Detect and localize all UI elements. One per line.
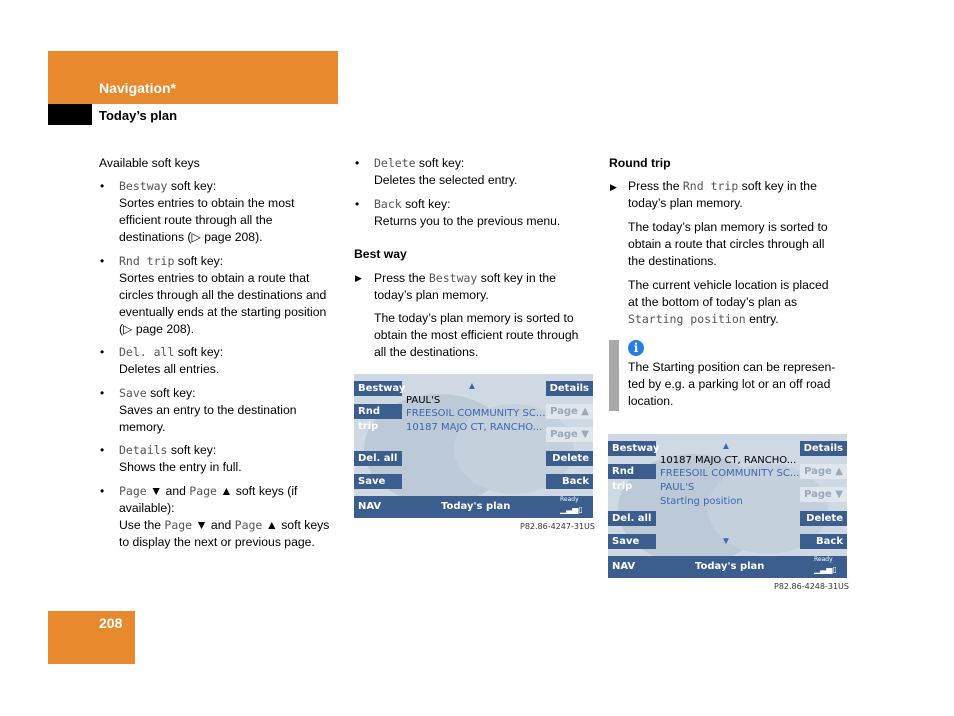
black-tab (48, 104, 92, 125)
status-title: Today's plan (695, 561, 765, 572)
softkeys-intro: Available soft keys (99, 156, 200, 170)
scroll-down-icon: ▼ (721, 536, 731, 547)
softkey-name: Page (119, 484, 147, 498)
result-text: the destinations. (628, 254, 717, 268)
softkey-rnd-trip[interactable]: Rnd trip (608, 464, 656, 479)
bullet: • (100, 386, 105, 400)
result-text: all the destinations. (374, 345, 479, 359)
softkey-name: Bestway (119, 179, 168, 193)
item-text: available): (119, 501, 175, 515)
softkey-name: Rnd trip (119, 254, 175, 268)
softkey-back[interactable]: Back (546, 474, 593, 489)
subsection-title: Today’s plan (99, 108, 178, 123)
round-trip-heading: Round trip (609, 156, 671, 170)
item-desc: memory. (119, 420, 166, 434)
bullet: • (100, 179, 105, 193)
info-line: location. (628, 394, 674, 408)
result-text: The current vehicle location is placed (628, 278, 829, 292)
list-item (119, 178, 349, 246)
item-text: ▼ and (146, 484, 190, 498)
softkey-name: Details (119, 443, 168, 457)
round-trip-step (628, 178, 858, 212)
page-number: 208 (99, 615, 123, 631)
figure-caption: P82.86-4248-31US (774, 582, 849, 591)
scroll-up-icon: ▲ (721, 441, 731, 452)
item-suffix: soft key: (174, 254, 224, 268)
info-line: ted by e.g. a parking lot or an off road (628, 377, 831, 391)
header-band (48, 51, 338, 104)
softkey-back[interactable]: Back (800, 534, 847, 549)
list-item (119, 344, 349, 378)
screen-status-bar (354, 496, 593, 518)
item-desc: Saves an entry to the destination (119, 403, 297, 417)
status-ready: Ready (560, 496, 579, 503)
step-text: today’s plan memory. (374, 288, 489, 302)
softkey-details[interactable]: Details (800, 441, 847, 456)
softkey-bestway[interactable]: Bestway (608, 441, 656, 456)
softkey-name: Back (374, 197, 402, 211)
step-arrow-icon: ▶ (355, 273, 362, 283)
list-item (119, 385, 349, 436)
plan-entry: 10187 MAJO CT, RANCHO... (660, 455, 797, 466)
item-text: ▲ soft keys (262, 518, 330, 532)
result-text: at the bottom of today’s plan as (628, 295, 798, 309)
section-title: Navigation* (99, 80, 177, 96)
softkey-delete[interactable]: Delete (546, 451, 593, 466)
softkey-name: Delete (374, 156, 416, 170)
item-text: to display the next or previous page. (119, 535, 315, 549)
bullet: • (355, 197, 360, 211)
item-desc: Deletes the selected entry. (374, 173, 518, 187)
item-desc: efficient route through all the (119, 213, 273, 227)
bullet: • (100, 345, 105, 359)
plan-entry: 10187 MAJO CT, RANCHO... (406, 422, 543, 433)
best-way-step (374, 270, 604, 304)
item-suffix: soft key: (415, 156, 465, 170)
signal-icon: ▁▃▅▯ (560, 505, 583, 514)
step-text: today’s plan memory. (628, 196, 743, 210)
softkey-bestway[interactable]: Bestway (354, 381, 402, 396)
step-text: soft key in the (738, 179, 817, 193)
softkey-name: Save (119, 386, 147, 400)
softkey-del-all[interactable]: Del. all (354, 451, 402, 466)
figure-caption: P82.86-4247-31US (520, 522, 595, 531)
round-trip-result (628, 219, 858, 270)
bullet: • (100, 484, 105, 498)
item-desc: destinations (▷ page 208). (119, 230, 263, 244)
softkey-page-down[interactable]: Page ▼ (546, 427, 593, 442)
result-text: The today’s plan memory is sorted to (628, 220, 828, 234)
softkey-name: Page (234, 518, 263, 532)
list-item (119, 442, 349, 476)
item-text: ▲ soft keys (if (216, 484, 298, 498)
info-icon: i (628, 340, 644, 356)
step-arrow-icon: ▶ (610, 182, 617, 192)
bullet: • (355, 156, 360, 170)
item-desc: Sortes entries to obtain a route that (119, 271, 310, 285)
item-desc: eventually ends at the starting position (119, 305, 327, 319)
item-desc: Shows the entry in full. (119, 460, 242, 474)
softkey-del-all[interactable]: Del. all (608, 511, 656, 526)
result-text: obtain a route that circles through all (628, 237, 825, 251)
softkey-name: Bestway (428, 271, 478, 285)
best-way-result (374, 310, 609, 361)
step-text: Press the (374, 271, 429, 285)
list-item (119, 253, 349, 338)
item-desc: circles through all the destinations and (119, 288, 327, 302)
item-suffix: soft key: (167, 179, 217, 193)
softkey-name: Del. all (119, 345, 175, 359)
screen-status-bar (608, 556, 847, 578)
result-text: entry. (745, 312, 779, 326)
step-text: Press the (628, 179, 683, 193)
info-side-bar (609, 340, 619, 411)
nav-screen-rnd-trip (608, 434, 847, 578)
status-nav: NAV (612, 561, 636, 572)
plan-entry: PAUL'S (406, 395, 441, 406)
item-text: ▼ and (192, 518, 235, 532)
softkey-save[interactable]: Save (608, 534, 656, 549)
item-suffix: soft key: (167, 443, 217, 457)
softkey-name: Page (164, 518, 193, 532)
scroll-up-icon: ▲ (467, 381, 477, 392)
softkey-delete[interactable]: Delete (800, 511, 847, 526)
status-title: Today's plan (441, 501, 511, 512)
plan-entry: Starting position (660, 496, 743, 507)
item-desc: Sortes entries to obtain the most (119, 196, 295, 210)
softkey-name: Rnd trip (682, 179, 739, 193)
list-item-page (119, 483, 359, 551)
plan-entry: FREESOIL COMMUNITY SC... (660, 468, 800, 479)
plan-entry: FREESOIL COMMUNITY SC... (406, 408, 546, 419)
softkey-page-up[interactable]: Page ▲ (546, 404, 593, 419)
item-suffix: soft key: (401, 197, 451, 211)
item-suffix: soft key: (146, 386, 196, 400)
info-text (628, 359, 858, 410)
list-item (374, 155, 604, 189)
step-text: soft key in the (477, 271, 556, 285)
item-desc: (▷ page 208). (119, 322, 195, 336)
plan-entry: PAUL'S (660, 482, 695, 493)
nav-screen-bestway (354, 374, 593, 518)
bullet: • (100, 254, 105, 268)
round-trip-result-2 (628, 277, 858, 328)
softkey-page-down[interactable]: Page ▼ (800, 487, 847, 502)
softkey-save[interactable]: Save (354, 474, 402, 489)
status-ready: Ready (814, 556, 833, 563)
softkey-rnd-trip[interactable]: Rnd trip (354, 404, 402, 419)
item-desc: Deletes all entries. (119, 362, 220, 376)
softkey-name: Starting position (628, 312, 746, 326)
item-text: Use the (119, 518, 165, 532)
softkey-details[interactable]: Details (546, 381, 593, 396)
item-desc: Returns you to the previous menu. (374, 214, 561, 228)
result-text: obtain the most efficient route through (374, 328, 579, 342)
signal-icon: ▁▃▅▯ (814, 565, 837, 574)
softkey-page-up[interactable]: Page ▲ (800, 464, 847, 479)
softkey-name: Page (189, 484, 217, 498)
bullet: • (100, 443, 105, 457)
result-text: The today’s plan memory is sorted to (374, 311, 574, 325)
item-suffix: soft key: (174, 345, 224, 359)
list-item (374, 196, 604, 230)
status-nav: NAV (358, 501, 382, 512)
best-way-heading: Best way (354, 247, 407, 261)
info-line: The Starting position can be represen- (628, 360, 836, 374)
